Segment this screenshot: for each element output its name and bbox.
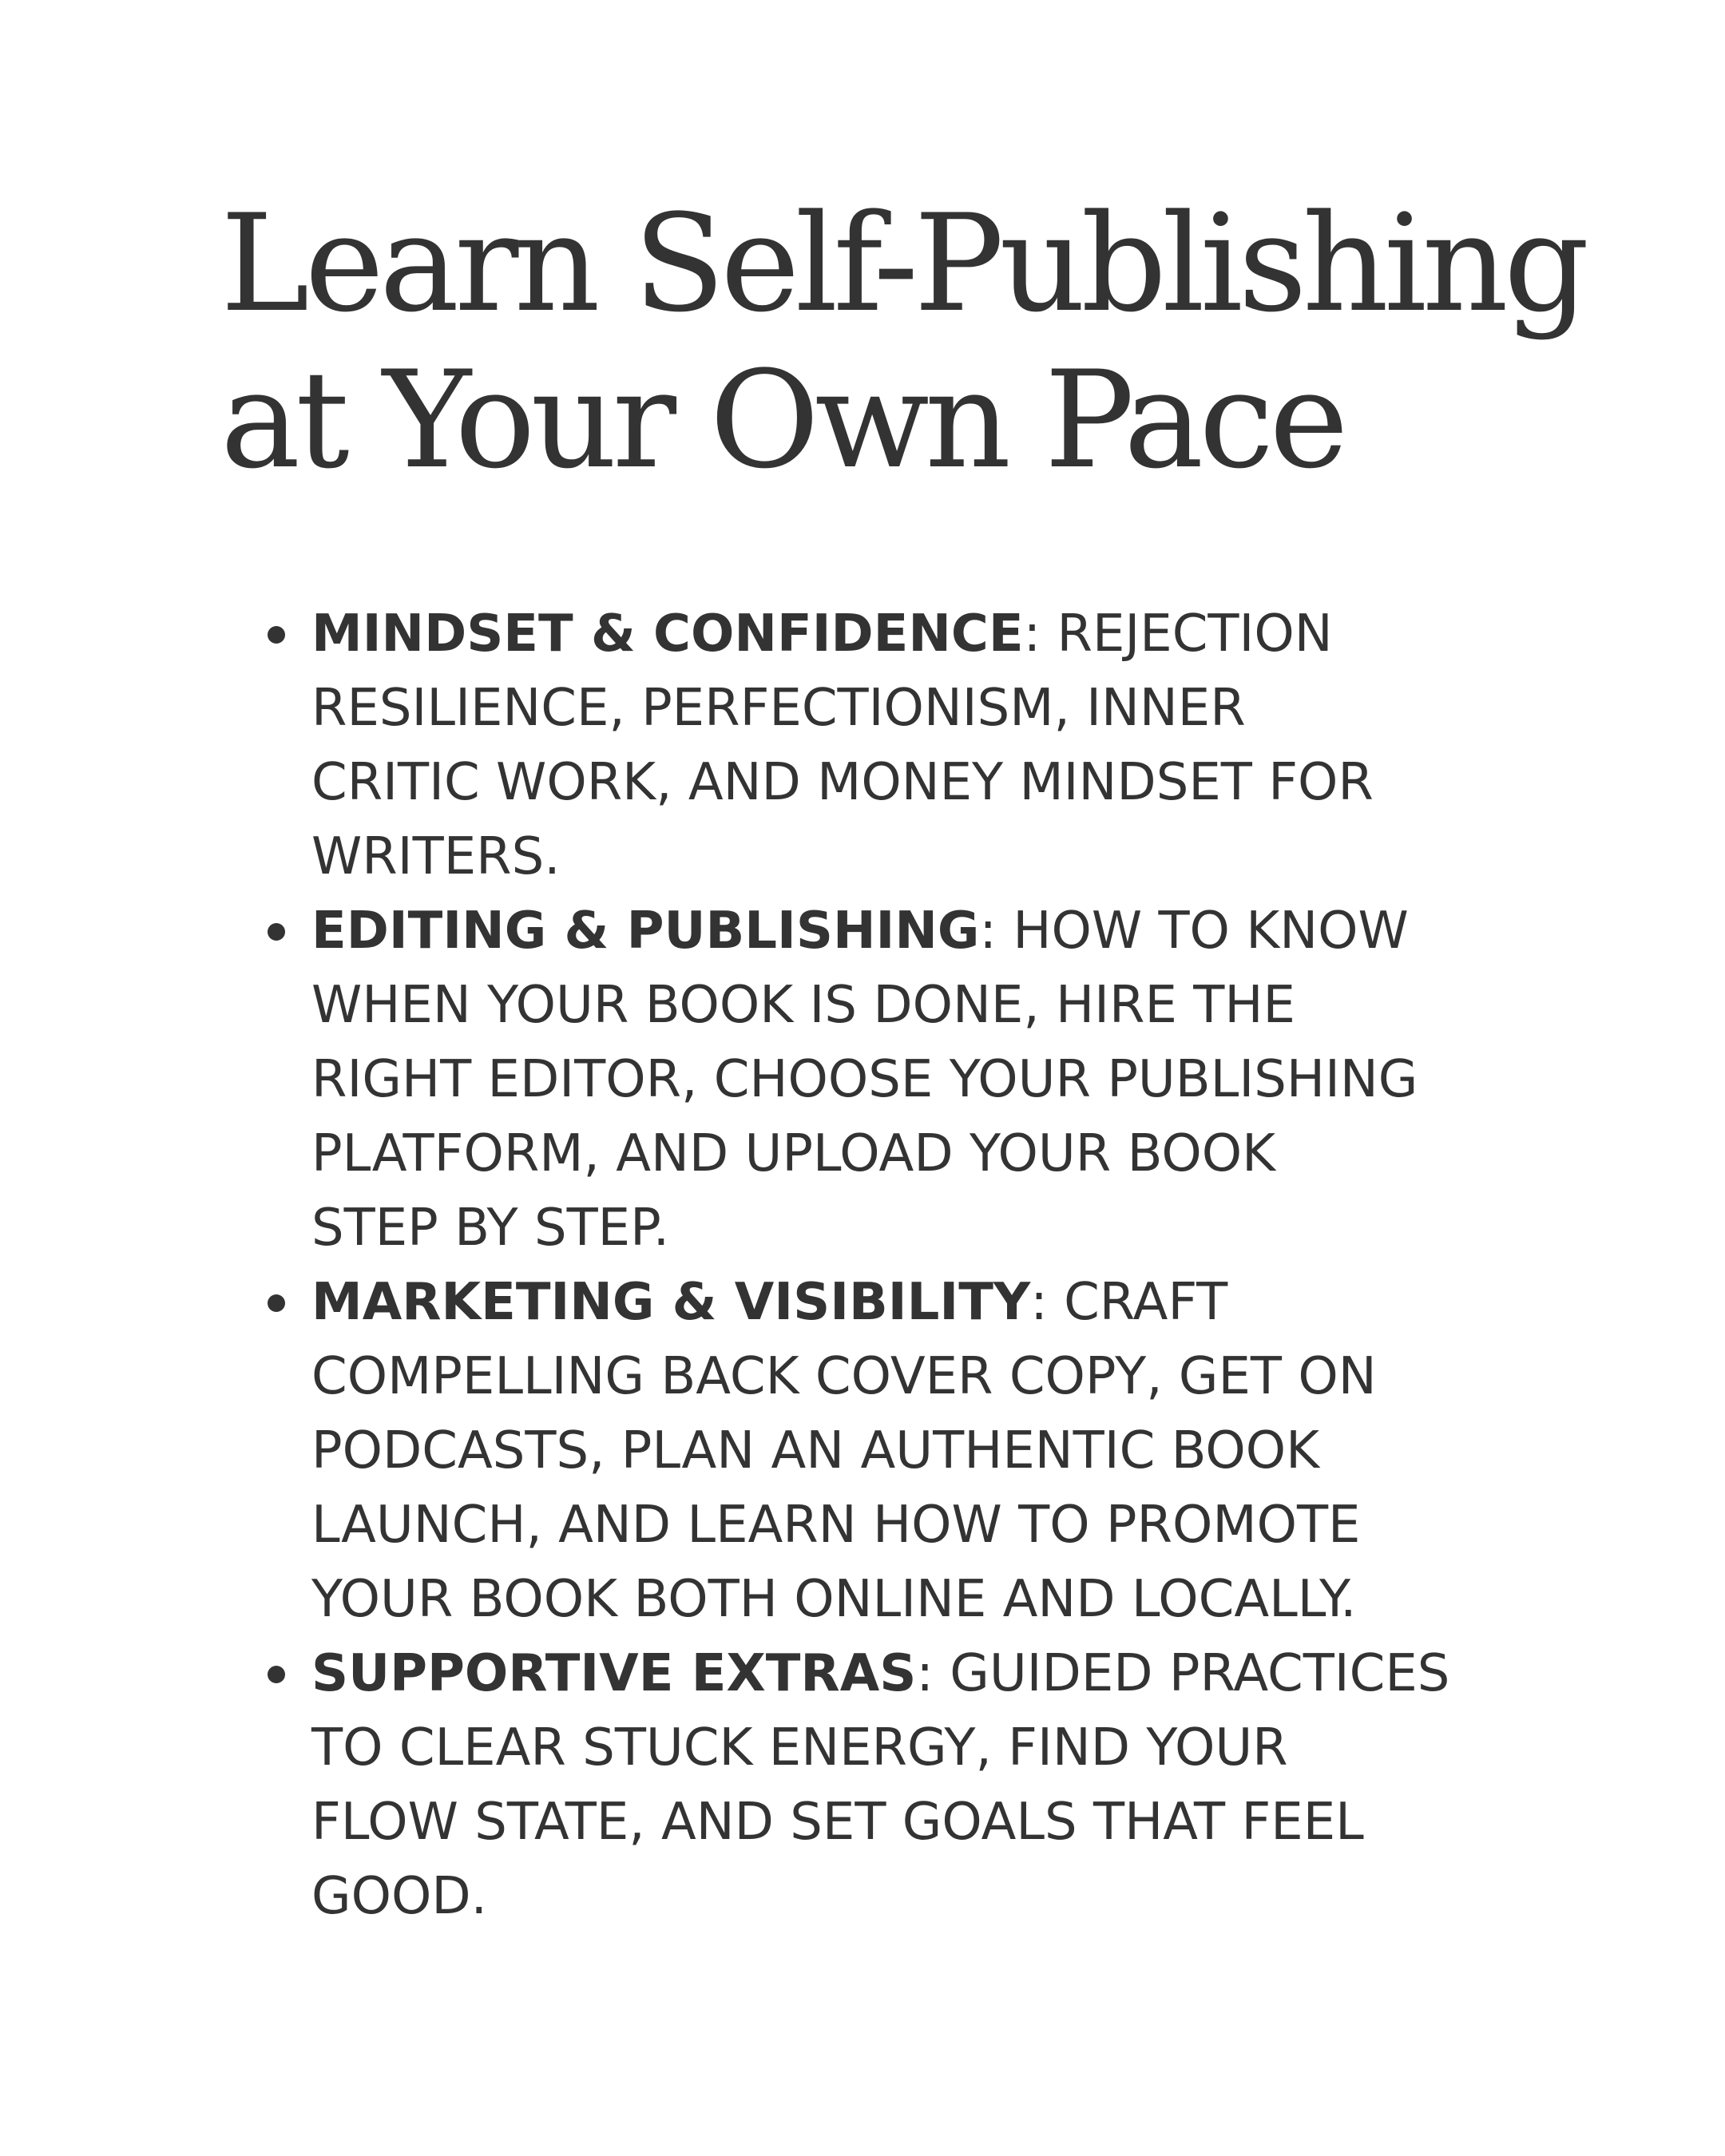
bullet-icon: [268, 1666, 285, 1683]
item-heading: MINDSET & CONFIDENCE: [311, 604, 1024, 664]
item-heading: MARKETING & VISIBILITY: [311, 1273, 1031, 1332]
item-text: CRITIC WORK, AND MONEY MINDSET FOR: [311, 753, 1374, 812]
item-text: STEP BY STEP.: [311, 1199, 670, 1258]
list-item-mindset: [260, 597, 1538, 894]
item-text: PLATFORM, AND UPLOAD YOUR BOOK: [311, 1124, 1276, 1183]
item-text: GOOD.: [311, 1867, 487, 1926]
item-text: : GUIDED PRACTICES: [916, 1644, 1450, 1703]
bullet-icon: [268, 626, 285, 644]
list-item-marketing: [260, 1266, 1538, 1637]
feature-list: [260, 597, 1538, 1934]
item-text: : HOW TO KNOW: [979, 902, 1409, 961]
list-item-extras: [260, 1637, 1538, 1934]
item-heading: SUPPORTIVE EXTRAS: [311, 1644, 917, 1703]
item-text: RESILIENCE, PERFECTIONISM, INNER: [311, 679, 1246, 738]
item-text: COMPELLING BACK COVER COPY, GET ON: [311, 1347, 1377, 1406]
item-text: RIGHT EDITOR, CHOOSE YOUR PUBLISHING: [311, 1050, 1418, 1109]
item-text: : CRAFT: [1030, 1273, 1228, 1332]
list-item-editing: [260, 894, 1538, 1266]
title-line-1: Learn Self-Publishing: [220, 185, 1585, 342]
item-text: TO CLEAR STUCK ENERGY, FIND YOUR: [311, 1718, 1288, 1778]
page-title: [220, 185, 1658, 498]
bullet-icon: [268, 923, 285, 941]
item-text: YOUR BOOK BOTH ONLINE AND LOCALLY.: [311, 1570, 1357, 1629]
item-text: : REJECTION: [1023, 604, 1333, 664]
item-text: LAUNCH, AND LEARN HOW TO PROMOTE: [311, 1496, 1361, 1555]
item-heading: EDITING & PUBLISHING: [311, 902, 980, 961]
bullet-icon: [268, 1294, 285, 1312]
title-line-2: at Your Own Pace: [220, 342, 1344, 498]
item-text: WRITERS.: [311, 827, 561, 886]
item-text: FLOW STATE, AND SET GOALS THAT FEEL: [311, 1793, 1364, 1852]
item-text: WHEN YOUR BOOK IS DONE, HIRE THE: [311, 976, 1295, 1035]
item-text: PODCASTS, PLAN AN AUTHENTIC BOOK: [311, 1421, 1320, 1480]
